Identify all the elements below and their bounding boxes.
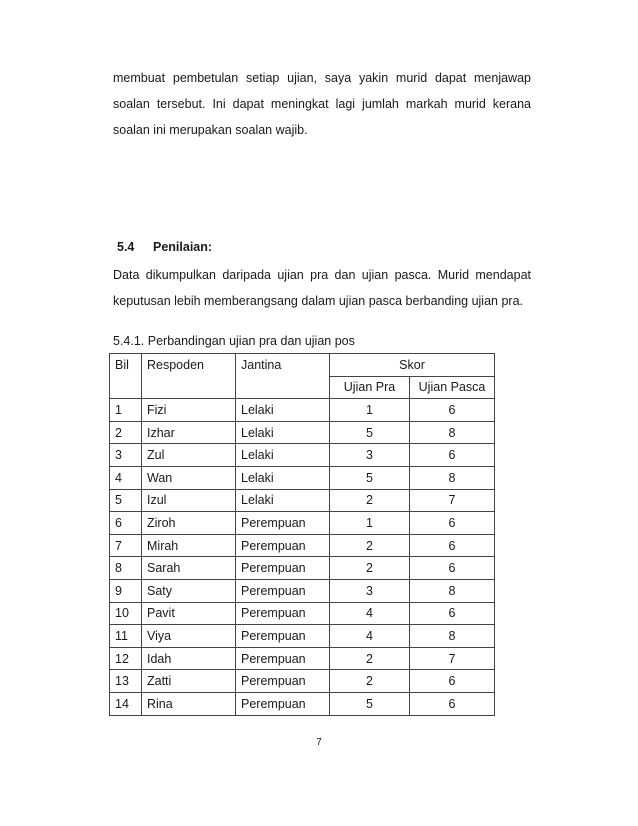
cell-gender: Lelaki bbox=[236, 489, 330, 512]
score-table bbox=[109, 353, 495, 716]
cell-pre-test-score: 3 bbox=[330, 579, 410, 602]
cell-bil: 14 bbox=[110, 692, 142, 715]
cell-gender: Lelaki bbox=[236, 466, 330, 489]
cell-gender: Perempuan bbox=[236, 557, 330, 580]
cell-post-test-score: 8 bbox=[410, 625, 495, 648]
table-row bbox=[110, 489, 495, 512]
section-heading bbox=[117, 236, 212, 258]
cell-post-test-score: 6 bbox=[410, 444, 495, 467]
cell-gender: Lelaki bbox=[236, 421, 330, 444]
cell-gender: Perempuan bbox=[236, 625, 330, 648]
cell-gender: Perempuan bbox=[236, 579, 330, 602]
table-row bbox=[110, 670, 495, 693]
cell-respondent-name: Idah bbox=[142, 647, 236, 670]
cell-gender: Perempuan bbox=[236, 692, 330, 715]
cell-post-test-score: 7 bbox=[410, 647, 495, 670]
cell-pre-test-score: 4 bbox=[330, 625, 410, 648]
cell-pre-test-score: 2 bbox=[330, 489, 410, 512]
cell-bil: 13 bbox=[110, 670, 142, 693]
cell-bil: 2 bbox=[110, 421, 142, 444]
cell-post-test-score: 6 bbox=[410, 670, 495, 693]
cell-gender: Lelaki bbox=[236, 444, 330, 467]
cell-respondent-name: Sarah bbox=[142, 557, 236, 580]
cell-post-test-score: 6 bbox=[410, 534, 495, 557]
table-row bbox=[110, 647, 495, 670]
table-row bbox=[110, 625, 495, 648]
table-row bbox=[110, 557, 495, 580]
table-body bbox=[110, 399, 495, 715]
table-row bbox=[110, 466, 495, 489]
header-post-test: Ujian Pasca bbox=[410, 376, 495, 399]
cell-post-test-score: 6 bbox=[410, 399, 495, 422]
table-row bbox=[110, 692, 495, 715]
table-row bbox=[110, 399, 495, 422]
cell-pre-test-score: 4 bbox=[330, 602, 410, 625]
cell-bil: 12 bbox=[110, 647, 142, 670]
cell-post-test-score: 6 bbox=[410, 557, 495, 580]
cell-bil: 1 bbox=[110, 399, 142, 422]
section-number: 5.4 bbox=[117, 240, 135, 254]
cell-post-test-score: 6 bbox=[410, 692, 495, 715]
cell-respondent-name: Izhar bbox=[142, 421, 236, 444]
cell-post-test-score: 8 bbox=[410, 466, 495, 489]
cell-respondent-name: Viya bbox=[142, 625, 236, 648]
cell-post-test-score: 6 bbox=[410, 512, 495, 535]
cell-pre-test-score: 1 bbox=[330, 399, 410, 422]
cell-respondent-name: Zul bbox=[142, 444, 236, 467]
cell-bil: 11 bbox=[110, 625, 142, 648]
header-bil: Bil bbox=[110, 354, 142, 399]
page-number: 7 bbox=[316, 737, 322, 748]
cell-pre-test-score: 5 bbox=[330, 692, 410, 715]
cell-bil: 8 bbox=[110, 557, 142, 580]
cell-bil: 7 bbox=[110, 534, 142, 557]
cell-post-test-score: 8 bbox=[410, 579, 495, 602]
table-row bbox=[110, 602, 495, 625]
header-pre-test: Ujian Pra bbox=[330, 376, 410, 399]
cell-respondent-name: Fizi bbox=[142, 399, 236, 422]
cell-respondent-name: Saty bbox=[142, 579, 236, 602]
cell-respondent-name: Ziroh bbox=[142, 512, 236, 535]
table-header-row bbox=[110, 354, 495, 377]
cell-respondent-name: Wan bbox=[142, 466, 236, 489]
cell-pre-test-score: 1 bbox=[330, 512, 410, 535]
cell-bil: 5 bbox=[110, 489, 142, 512]
header-gender: Jantina bbox=[236, 354, 330, 399]
section-title: Penilaian: bbox=[153, 240, 213, 254]
cell-pre-test-score: 3 bbox=[330, 444, 410, 467]
cell-gender: Lelaki bbox=[236, 399, 330, 422]
cell-post-test-score: 8 bbox=[410, 421, 495, 444]
cell-pre-test-score: 2 bbox=[330, 557, 410, 580]
subsection-heading: 5.4.1. Perbandingan ujian pra dan ujian pos bbox=[113, 334, 355, 348]
cell-post-test-score: 6 bbox=[410, 602, 495, 625]
intro-paragraph: membuat pembetulan setiap ujian, saya yakin murid dapat menjawap soalan tersebut. Ini dapat meningkat lagi jumlah markah murid kerana soalan ini merupakan soalan wajib. bbox=[113, 71, 531, 137]
cell-gender: Perempuan bbox=[236, 534, 330, 557]
header-score: Skor bbox=[330, 354, 495, 377]
cell-bil: 3 bbox=[110, 444, 142, 467]
cell-pre-test-score: 5 bbox=[330, 421, 410, 444]
table-row bbox=[110, 534, 495, 557]
table-row bbox=[110, 421, 495, 444]
cell-gender: Perempuan bbox=[236, 512, 330, 535]
cell-respondent-name: Izul bbox=[142, 489, 236, 512]
cell-gender: Perempuan bbox=[236, 602, 330, 625]
cell-respondent-name: Pavit bbox=[142, 602, 236, 625]
cell-respondent-name: Mirah bbox=[142, 534, 236, 557]
cell-pre-test-score: 2 bbox=[330, 534, 410, 557]
cell-pre-test-score: 2 bbox=[330, 647, 410, 670]
header-respondent: Respoden bbox=[142, 354, 236, 399]
cell-post-test-score: 7 bbox=[410, 489, 495, 512]
table-row bbox=[110, 512, 495, 535]
cell-pre-test-score: 2 bbox=[330, 670, 410, 693]
cell-pre-test-score: 5 bbox=[330, 466, 410, 489]
penilaian-paragraph: Data dikumpulkan daripada ujian pra dan ujian pasca. Murid mendapat keputusan lebih memberangsang dalam ujian pasca berbanding ujian pra. bbox=[113, 268, 531, 308]
cell-respondent-name: Rina bbox=[142, 692, 236, 715]
cell-respondent-name: Zatti bbox=[142, 670, 236, 693]
cell-gender: Perempuan bbox=[236, 647, 330, 670]
cell-bil: 9 bbox=[110, 579, 142, 602]
cell-gender: Perempuan bbox=[236, 670, 330, 693]
cell-bil: 10 bbox=[110, 602, 142, 625]
cell-bil: 6 bbox=[110, 512, 142, 535]
table-row bbox=[110, 579, 495, 602]
table-row bbox=[110, 444, 495, 467]
cell-bil: 4 bbox=[110, 466, 142, 489]
